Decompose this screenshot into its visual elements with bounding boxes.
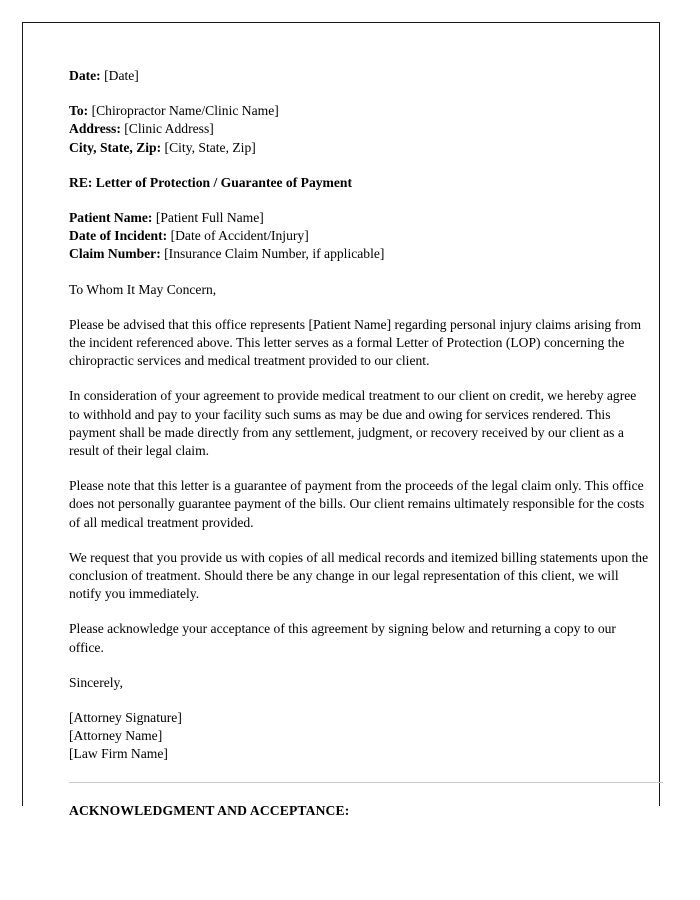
spacer	[69, 299, 649, 316]
body-paragraph-3: Please note that this letter is a guarantee of payment from the proceeds of the legal claim only. This office does not personally guarantee payment of the bills. Our client remains ultimately responsible for the costs of all medical treatment provided.	[69, 478, 645, 530]
acknowledgment-heading: ACKNOWLEDGMENT AND ACCEPTANCE:	[69, 802, 350, 818]
recipient-city-state-zip-label: City, State, Zip:	[69, 139, 162, 155]
attorney-name-line: [Attorney Name]	[69, 728, 163, 744]
body-paragraph-5: Please acknowledge your acceptance of this agreement by signing below and returning a copy to our office.	[69, 621, 616, 655]
date-label: Date:	[69, 68, 101, 83]
spacer	[69, 157, 649, 174]
attorney-signature-line: [Attorney Signature]	[69, 710, 182, 726]
case-details-block	[69, 209, 649, 264]
spacer	[69, 264, 649, 281]
date-of-incident-row	[69, 227, 649, 245]
section-divider	[69, 782, 663, 783]
document-body	[69, 67, 649, 820]
closing-salutation: Sincerely,	[69, 674, 123, 690]
document-page	[22, 22, 660, 818]
claim-number-label: Claim Number:	[69, 246, 161, 262]
recipient-city-state-zip-value: [City, State, Zip]	[164, 139, 256, 155]
salutation: To Whom It May Concern,	[69, 281, 217, 297]
recipient-to-row	[69, 102, 649, 120]
body-paragraph-4: We request that you provide us with copies of all medical records and itemized billing statements upon the conclusion of treatment. Should there be any change in our legal representation of this client, we will notify you immediately.	[69, 549, 649, 602]
spacer	[69, 460, 649, 477]
date-value: [Date]	[104, 68, 139, 83]
recipient-block	[69, 102, 649, 157]
claim-number-row	[69, 245, 649, 263]
recipient-to-value: [Chiropractor Name/Clinic Name]	[91, 103, 279, 119]
spacer	[69, 603, 649, 620]
claim-number-value: [Insurance Claim Number, if applicable]	[164, 246, 385, 262]
date-of-incident-value: [Date of Accident/Injury]	[170, 228, 309, 244]
spacer	[69, 370, 649, 387]
law-firm-name-line: [Law Firm Name]	[69, 746, 168, 762]
spacer	[69, 532, 649, 549]
date-of-incident-label: Date of Incident:	[69, 228, 168, 244]
recipient-to-label: To:	[69, 103, 89, 119]
patient-name-row	[69, 209, 649, 227]
body-paragraph-1: Please be advised that this office represents [Patient Name] regarding personal injury claims arising from the incident referenced above. This letter serves as a formal Letter of Protection (LOP) concerning the chiropractic services and medical treatment provided to our client.	[69, 316, 642, 369]
spacer	[69, 192, 649, 209]
recipient-address-row	[69, 120, 649, 138]
spacer	[69, 657, 649, 674]
recipient-address-value: [Clinic Address]	[124, 121, 214, 137]
date-field-row	[69, 67, 649, 85]
patient-name-label: Patient Name:	[69, 210, 153, 226]
spacer	[69, 85, 649, 102]
body-paragraph-2: In consideration of your agreement to provide medical treatment to our client on credit, we hereby agree to withhold and pay to your facility such sums as may be due and owing for services rendered. This payment shall be made directly from any settlement, judgment, or recovery received by our client as a result of their legal claim.	[69, 388, 637, 459]
signature-block	[69, 709, 649, 764]
recipient-address-label: Address:	[69, 121, 121, 137]
recipient-city-state-zip-row	[69, 139, 649, 157]
patient-name-value: [Patient Full Name]	[155, 210, 264, 226]
spacer	[69, 692, 649, 709]
subject-line: RE: Letter of Protection / Guarantee of Payment	[69, 174, 352, 190]
